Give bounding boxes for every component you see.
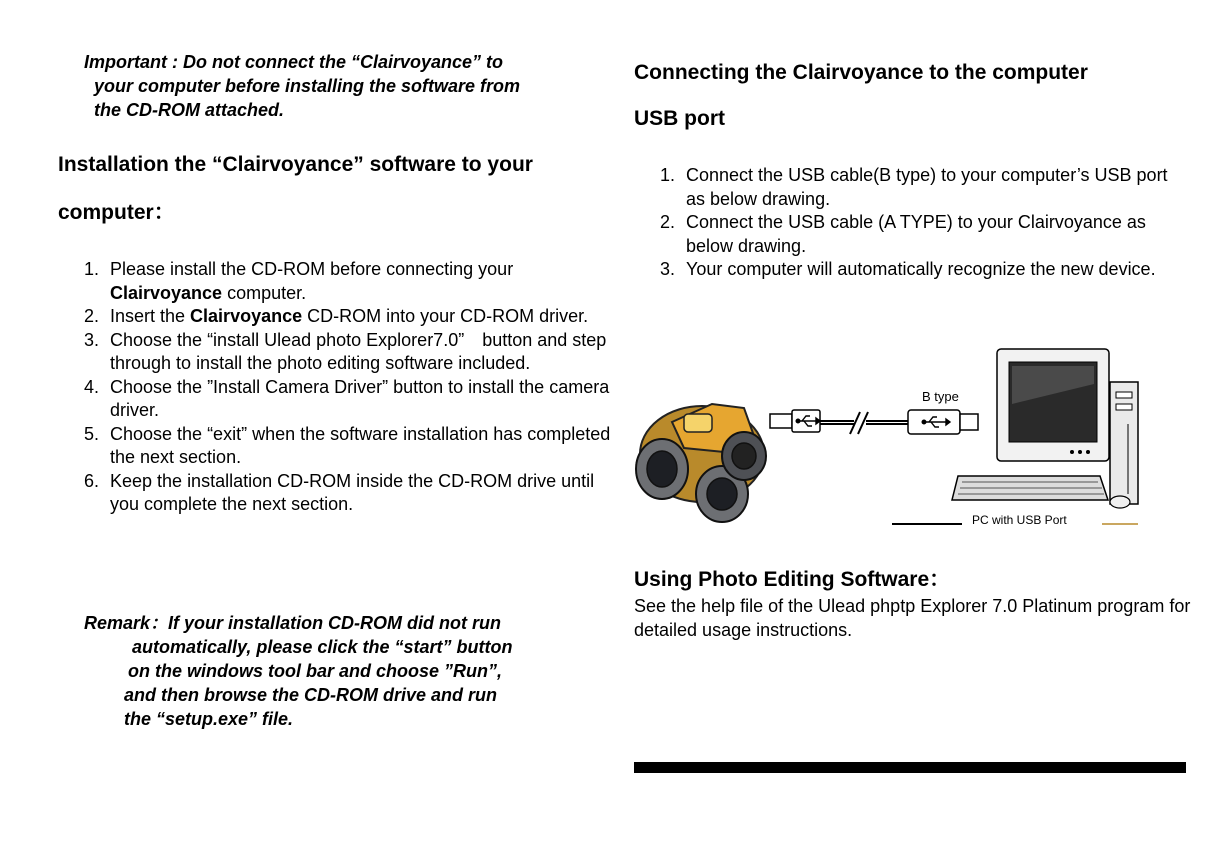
step-text: Your computer will automatically recognize the new device. [686,259,1156,279]
step-bold-text: Clairvoyance [190,306,303,326]
list-item [660,258,1170,282]
list-item [84,329,614,376]
important-line-3: the CD-ROM attached. [94,100,285,120]
usb-b-plug [908,389,978,434]
step-text: Keep the installation CD-ROM inside the CD-ROM drive until you complete the next section. [110,470,595,514]
remark-line-5: the “setup.exe” file. [124,709,294,729]
step-text: Connect the USB cable(B type) to your computer’s USB port as below drawing. [686,165,1168,209]
important-line-1: Important : Do not connect the “Clairvoyance” to [84,52,504,72]
step-text: Insert the [110,306,191,326]
step-text: Connect the USB cable (A TYPE) to your Clairvoyance as below drawing. [686,212,1146,256]
installation-heading [58,153,618,225]
step-number: 1. [660,165,676,185]
step-text: Choose the “exit” when the software installation has completed the next section. [110,423,611,467]
list-item [660,211,1170,258]
installation-heading-line-2 [58,201,618,225]
bottom-rule [634,762,1186,773]
step-number: 4. [84,376,100,397]
b-type-label: B type [922,389,959,404]
remark-line-1 [84,611,604,635]
step-text: Choose the ”Install Camera Driver” button to install the camera driver. [110,376,610,420]
installation-heading-colon: ： [153,201,175,224]
pc-illustration [892,349,1138,527]
installation-heading-line-1: Installation the “Clairvoyance” software to your [58,153,533,176]
usb-a-plug [770,410,820,432]
list-item [84,470,614,517]
step-bold-text: Clairvoyance [110,282,223,303]
list-item [660,164,1170,211]
step-number: 2. [660,212,676,232]
connecting-heading: Connecting the Clairvoyance to the computer [634,61,1088,84]
usb-cable [820,412,908,434]
list-item [84,305,614,329]
step-text: Choose the “install Ulead photo Explorer7.0” button and step through to install the photo editing software included. [110,329,607,373]
photo-heading-colon: ： [929,568,951,591]
usb-port-heading: USB port [634,107,725,130]
installation-steps-list [84,258,614,517]
important-line-2: your computer before installing the software from [94,76,521,96]
photo-editing-heading [634,568,950,592]
remark-text: If your installation CD-ROM did not run [168,613,502,633]
binocular-camera-illustration [636,404,766,522]
step-number: 2. [84,306,100,326]
list-item [84,376,614,423]
usb-connection-diagram [632,344,1142,530]
step-text: Please install the CD-ROM before connecting your [110,259,514,279]
list-item [84,423,614,470]
list-item [84,258,614,305]
step-text: CD-ROM into your CD-ROM driver. [302,306,589,326]
important-note [84,50,604,122]
step-number: 5. [84,423,100,444]
step-text: computer. [222,282,307,303]
remark-line-4: and then browse the CD-ROM drive and run [124,685,498,705]
photo-heading-text: Using Photo Editing Software [634,568,930,591]
remark-label: Remark： [84,613,169,633]
step-number: 1. [84,259,100,279]
step-number: 3. [84,329,100,350]
pc-label: PC with USB Port [972,513,1067,527]
step-number: 3. [660,259,676,279]
remark-line-3: on the windows tool bar and choose ”Run”, [128,661,503,681]
remark-line-2: automatically, please click the “start” button [132,637,513,657]
usb-steps-list [660,164,1170,282]
installation-heading-word: computer [58,201,154,224]
remark-note [84,611,604,731]
step-number: 6. [84,470,100,491]
photo-editing-description: See the help file of the Ulead phptp Explorer 7.0 Platinum program for detailed usage instructions. [634,596,1191,640]
